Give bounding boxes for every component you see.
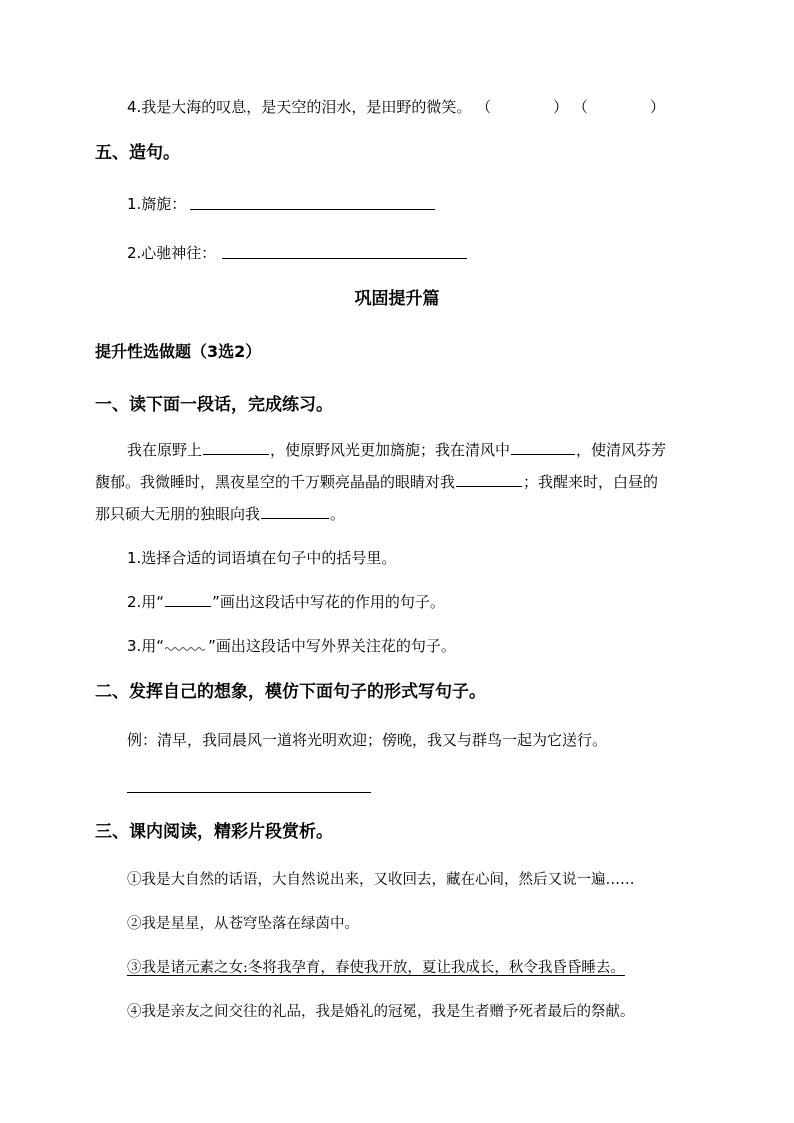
text: 2.用“ (127, 593, 165, 611)
text: ，使清风芬芳 (576, 441, 667, 459)
section-3-heading: 三、课内阅读，精彩片段赏析。 (95, 822, 333, 842)
text: 那只硕大无朋的独眼向我 (95, 505, 261, 523)
sentence-item-1: 1.旖旎： (127, 195, 187, 213)
text: ，使原野风光更加旖旎；我在清风中 (270, 441, 511, 459)
excerpt-line-2: ②我是星星，从苍穹坠落在绿茵中。 (127, 916, 359, 932)
section-1-heading: 一、读下面一段话，完成练习。 (95, 395, 333, 415)
answer-line-3[interactable] (127, 792, 371, 793)
section-5-heading: 五、造句。 (95, 143, 180, 163)
excerpt-line-1: ①我是大自然的话语，大自然说出来，又收回去，藏在心间，然后又说一遍…… (127, 872, 635, 888)
paren-close: ） (649, 98, 665, 116)
straight-underline-sample (165, 594, 211, 607)
text: 馥郁。我微睡时，黑夜星空的千万颗亮晶晶的眼睛对我 (95, 473, 456, 491)
paragraph-line-3 (95, 504, 345, 524)
exercise-3 (127, 636, 456, 656)
question-4-text: 4.我是大海的叹息，是天空的泪水，是田野的微笑。 (127, 98, 472, 116)
paren-open: （ (572, 98, 588, 116)
text: 我在原野上 (127, 441, 203, 459)
text: ”画出这段话中写花的作用的句子。 (212, 593, 445, 611)
sentence-item-2: 2.心驰神往： (127, 244, 217, 262)
exercise-1: 1.选择合适的词语填在句子中的括号里。 (127, 549, 397, 567)
wavy-underline-sample (164, 644, 208, 652)
fill-blank[interactable] (203, 440, 269, 455)
text: 3.用“ (127, 637, 165, 655)
paragraph-line-1 (127, 440, 666, 460)
part-title: 巩固提升篇 (354, 289, 440, 309)
paren-close: ） (553, 98, 569, 116)
fill-blank[interactable] (511, 440, 575, 455)
text: ；我醒来时，白昼的 (523, 473, 659, 491)
fill-blank[interactable] (456, 472, 522, 487)
answer-line-2[interactable] (222, 258, 467, 259)
excerpt-line-4: ④我是亲友之间交往的礼品，我是婚礼的冠冕，我是生者赠予死者最后的祭献。 (127, 1004, 635, 1020)
paragraph-line-2 (95, 472, 658, 492)
section-2-heading: 二、发挥自己的想象，模仿下面句子的形式写句子。 (95, 682, 486, 702)
excerpt-line-3: ③我是诸元素之女:冬将我孕育，春使我开放，夏让我成长，秋令我昏昏睡去。 (127, 960, 625, 976)
paren-open: （ (476, 98, 492, 116)
fill-blank[interactable] (261, 504, 329, 519)
text: ”画出这段话中写外界关注花的句子。 (208, 637, 456, 655)
subtitle: 提升性选做题（3选2） (95, 342, 262, 361)
example-sentence: 例：清早，我同晨风一道将光明欢迎；傍晚，我又与群鸟一起为它送行。 (127, 731, 608, 749)
question-4-line (127, 97, 665, 117)
answer-line-1[interactable] (190, 209, 435, 210)
text: 。 (330, 505, 346, 523)
exercise-2 (127, 592, 445, 612)
